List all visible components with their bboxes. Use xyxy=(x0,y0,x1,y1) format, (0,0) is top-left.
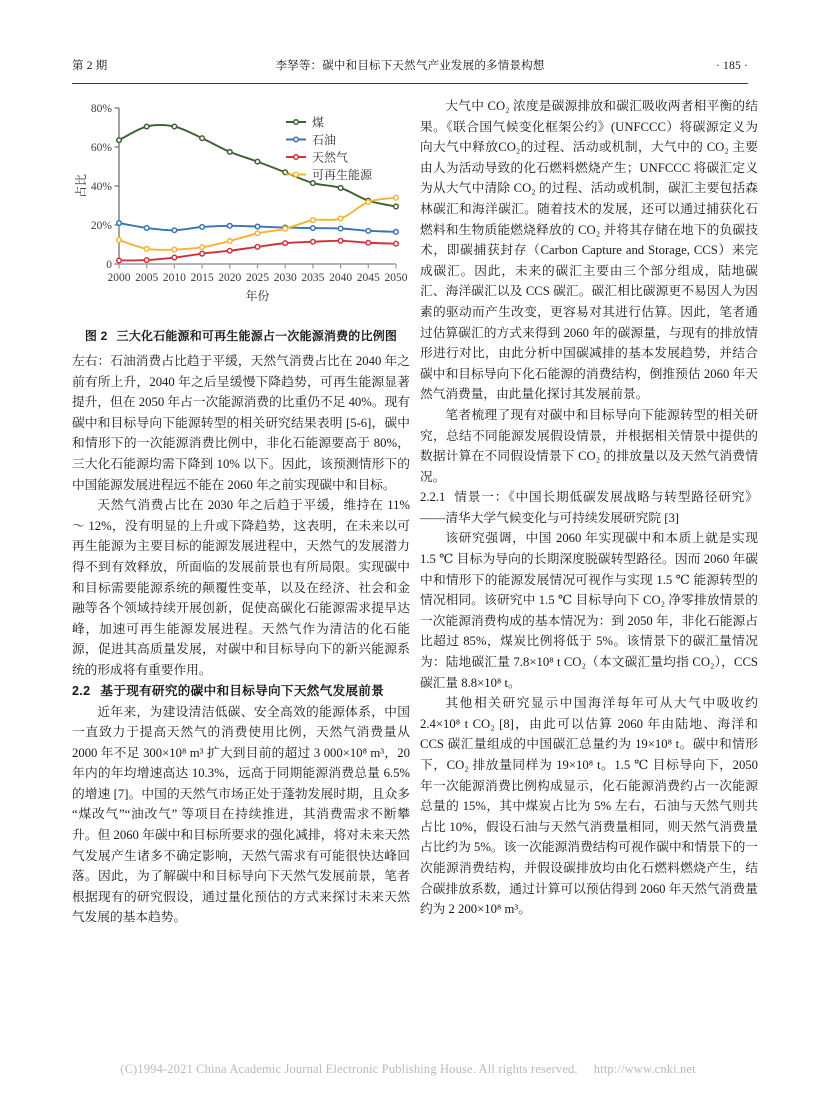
section-title: 基于现有研究的碳中和目标导向下天然气发展前景 xyxy=(100,683,385,698)
figure-caption-text: 三大化石能源和可再生能源占一次能源消费的比例图 xyxy=(116,329,398,343)
svg-text:2025: 2025 xyxy=(246,272,269,284)
figure-2 xyxy=(72,96,410,345)
svg-text:天然气: 天然气 xyxy=(312,150,349,165)
cnki-url: http://www.cnki.net xyxy=(593,1062,696,1076)
chart-canvas xyxy=(72,96,410,314)
svg-text:20%: 20% xyxy=(90,220,112,232)
running-title: 李孥等：碳中和目标下天然气产业发展的多情景构想 xyxy=(275,60,545,72)
subsection-heading-2-2-1 xyxy=(420,487,758,528)
right-paragraph-4: 其他相关研究显示中国海洋每年可从大气中吸收约 2.4×10⁸ t CO₂ [8]，由此可以估算 2060 年由陆地、海洋和 CCS 碳汇量组成的中国碳汇总量约为 19×10⁸ t。碳中和情形下，CO₂ 排放量同样为 19×10⁸ t。1.5 ℃ 目标导向下，2050 年一次能源消费比例构成显示，化石能源消费约占一次能源总量的 15%，其中煤炭占比为 5% 左右，石油与天然气则共占比 10%，假设石油与天然气消费量相同，则天然气消费量占比约为 5%。该一次能源消费结构可视作碳中和情景下的一次能源消费结构，并假设碳排放均由化石燃料燃烧产生，结合碳排放系数，通过计算可以预估得到 2060 年天然气消费量约为 2 200×10⁸ m³。 xyxy=(420,696,758,917)
left-paragraph-2: 天然气消费占比在 2030 年之后趋于平缓，维持在 11% ～ 12%，没有明显的上升或下降趋势，这表明，在未来以可再生能源为主要目标的能源发展进程中，天然气的发展潜力得不到有效释放，所面临的发展前景也有所局限。实现碳中和目标需要能源系统的颠覆性变革，以及在经济、社会和金融等各个领域持续开展创新，促使高碳化石能源需求提早达峰，加速可再生能源发展进程。天然气作为清洁的化石能源，促进其高质量发展，对碳中和目标导向下的新兴能源系统的形成将有重要作用。 xyxy=(72,498,410,677)
section-heading-2-2 xyxy=(72,681,410,702)
svg-text:煤: 煤 xyxy=(312,115,325,130)
right-column xyxy=(420,96,758,920)
right-paragraph-3: 该研究强调，中国 2060 年实现碳中和本质上就是实现 1.5 ℃ 目标为导向的长期深度脱碳转型路径。因而 2060 年碳中和情形下的能源发展情况可视作与实现 1.5 ℃ 能源转型的情况相同。该研究中 1.5 ℃ 目标导向下 CO₂ 净零排放情景的一次能源消费构成的基本情况为：到 2050 年，非化石能源占比超过 85%，煤炭比例将低于 5%。该情景下的碳汇量情况为：陆地碳汇量 7.8×10⁸ t CO₂（本文碳汇量均指 CO₂），CCS 碳汇量 8.8×10⁸ t。 xyxy=(420,531,758,690)
right-paragraph-2: 笔者梳理了现有对碳中和目标导向下能源转型的相关研究，总结不同能源发展假设情景，并根据相关情景中提供的数据计算在不同假设情景下 CO₂ 的排放量以及天然气消费情况。 xyxy=(420,407,758,484)
header-rule xyxy=(72,83,748,84)
svg-text:2015: 2015 xyxy=(190,272,214,284)
subsection-number: 2.2.1 xyxy=(420,490,446,505)
svg-text:40%: 40% xyxy=(90,181,112,193)
copyright-text: (C)1994-2021 China Academic Journal Electronic Publishing House. All rights reserved. xyxy=(120,1062,578,1076)
figure-caption xyxy=(72,328,410,345)
right-paragraph-1: 大气中 CO₂ 浓度是碳源排放和碳汇吸收两者相平衡的结果。《联合国气候变化框架公约》(UNFCCC）将碳源定义为向大气中释放CO₂的过程、活动或机制，大气中的 CO₂ 主要由人为活动导致的化石燃料燃烧产生；UNFCCC 将碳汇定义为从大气中清除 CO₂ 的过程、活动或机制，碳汇主要包括森林碳汇和海洋碳汇。随着技术的发展，还可以通过捕获化石燃料和生物质能燃烧释放的 CO₂ 并将其存储在地下的负碳技术，即碳捕获封存（Carbon Capture and Storage, CCS）来完成碳汇。因此，未来的碳汇主要由三个部分组成，陆地碳汇、海洋碳汇以及 CCS 碳汇。碳汇相比碳源更不易因人为因素的驱动而产生改变，更容易对其进行估算。因此，笔者通过估算碳汇的方式来得到 2060 年的碳源量，与现有的排放情形进行对比，由此分析中国碳减排的基本发展趋势，并结合碳中和目标导向下化石能源的消费结构，倒推预估 2060 年天然气消费量，由此量化探讨其发展前景。 xyxy=(420,99,758,402)
svg-text:2050: 2050 xyxy=(384,272,408,284)
section-number: 2.2 xyxy=(72,683,91,698)
svg-text:2045: 2045 xyxy=(356,272,380,284)
svg-text:年份: 年份 xyxy=(245,289,270,303)
figure-label: 图 2 xyxy=(84,329,108,343)
svg-text:占比: 占比 xyxy=(74,173,88,199)
svg-text:60%: 60% xyxy=(90,142,112,154)
svg-text:2035: 2035 xyxy=(301,272,325,284)
svg-text:2005: 2005 xyxy=(135,272,159,284)
svg-text:2020: 2020 xyxy=(218,272,242,284)
svg-text:2000: 2000 xyxy=(107,272,131,284)
svg-text:2030: 2030 xyxy=(273,272,297,284)
svg-text:石油: 石油 xyxy=(312,133,337,147)
svg-text:2040: 2040 xyxy=(329,272,353,284)
energy-share-line-chart xyxy=(72,96,410,314)
svg-text:80%: 80% xyxy=(90,103,112,115)
cnki-footer xyxy=(0,1062,816,1077)
svg-text:0: 0 xyxy=(106,259,112,271)
issue-label: 第 2 期 xyxy=(72,60,108,72)
subsection-title: 情景一：《中国长期低碳发展战略与转型路径研究》——清华大学气候变化与可持续发展研究院 [3] xyxy=(420,490,758,525)
left-paragraph-3: 近年来，为建设清洁低碳、安全高效的能源体系，中国一直致力于提高天然气的消费使用比例，天然气消费量从 2000 年不足 300×10⁸ m³ 扩大到目前的超过 3 000×10⁸ m³，20 年内的年均增速高达 10.3%，远高于同期能源消费总量 6.5% 的增速 [7]。中国的天然气市场正处于蓬勃发展时期，且众多 “煤改气”“油改气” 等项目在持续推进，其消费需求不断攀升。但 2060 年碳中和目标所要求的强化减排，将对未来天然气发展产生诸多不确定影响，天然气需求有可能很快达峰回落。因此，为了解碳中和目标导向下天然气发展前景，笔者根据现有的研究假设，通过量化预估的方式来探讨未来天然气发展的基本趋势。 xyxy=(72,704,410,925)
left-column xyxy=(72,96,410,928)
running-head xyxy=(72,57,748,79)
svg-text:可再生能源: 可再生能源 xyxy=(312,168,373,182)
left-paragraph-1: 左右：石油消费占比趋于平缓，天然气消费占比在 2040 年之前有所上升，2040 年之后呈缓慢下降趋势，可再生能源显著提升，但在 2050 年占一次能源消费的比重仍不足 40%。现有碳中和目标导向下能源转型的相关研究结果表明 [5-6]，碳中和情形下的一次能源消费比例中，非化石能源要高于 80%，三大化石能源均需下降到 10% 以下。因此，该预测情形下的中国能源发展进程远不能在 2060 年之前实现碳中和目标。 xyxy=(72,354,410,492)
svg-text:2010: 2010 xyxy=(162,272,186,284)
page-number: · 185 · xyxy=(715,60,748,72)
